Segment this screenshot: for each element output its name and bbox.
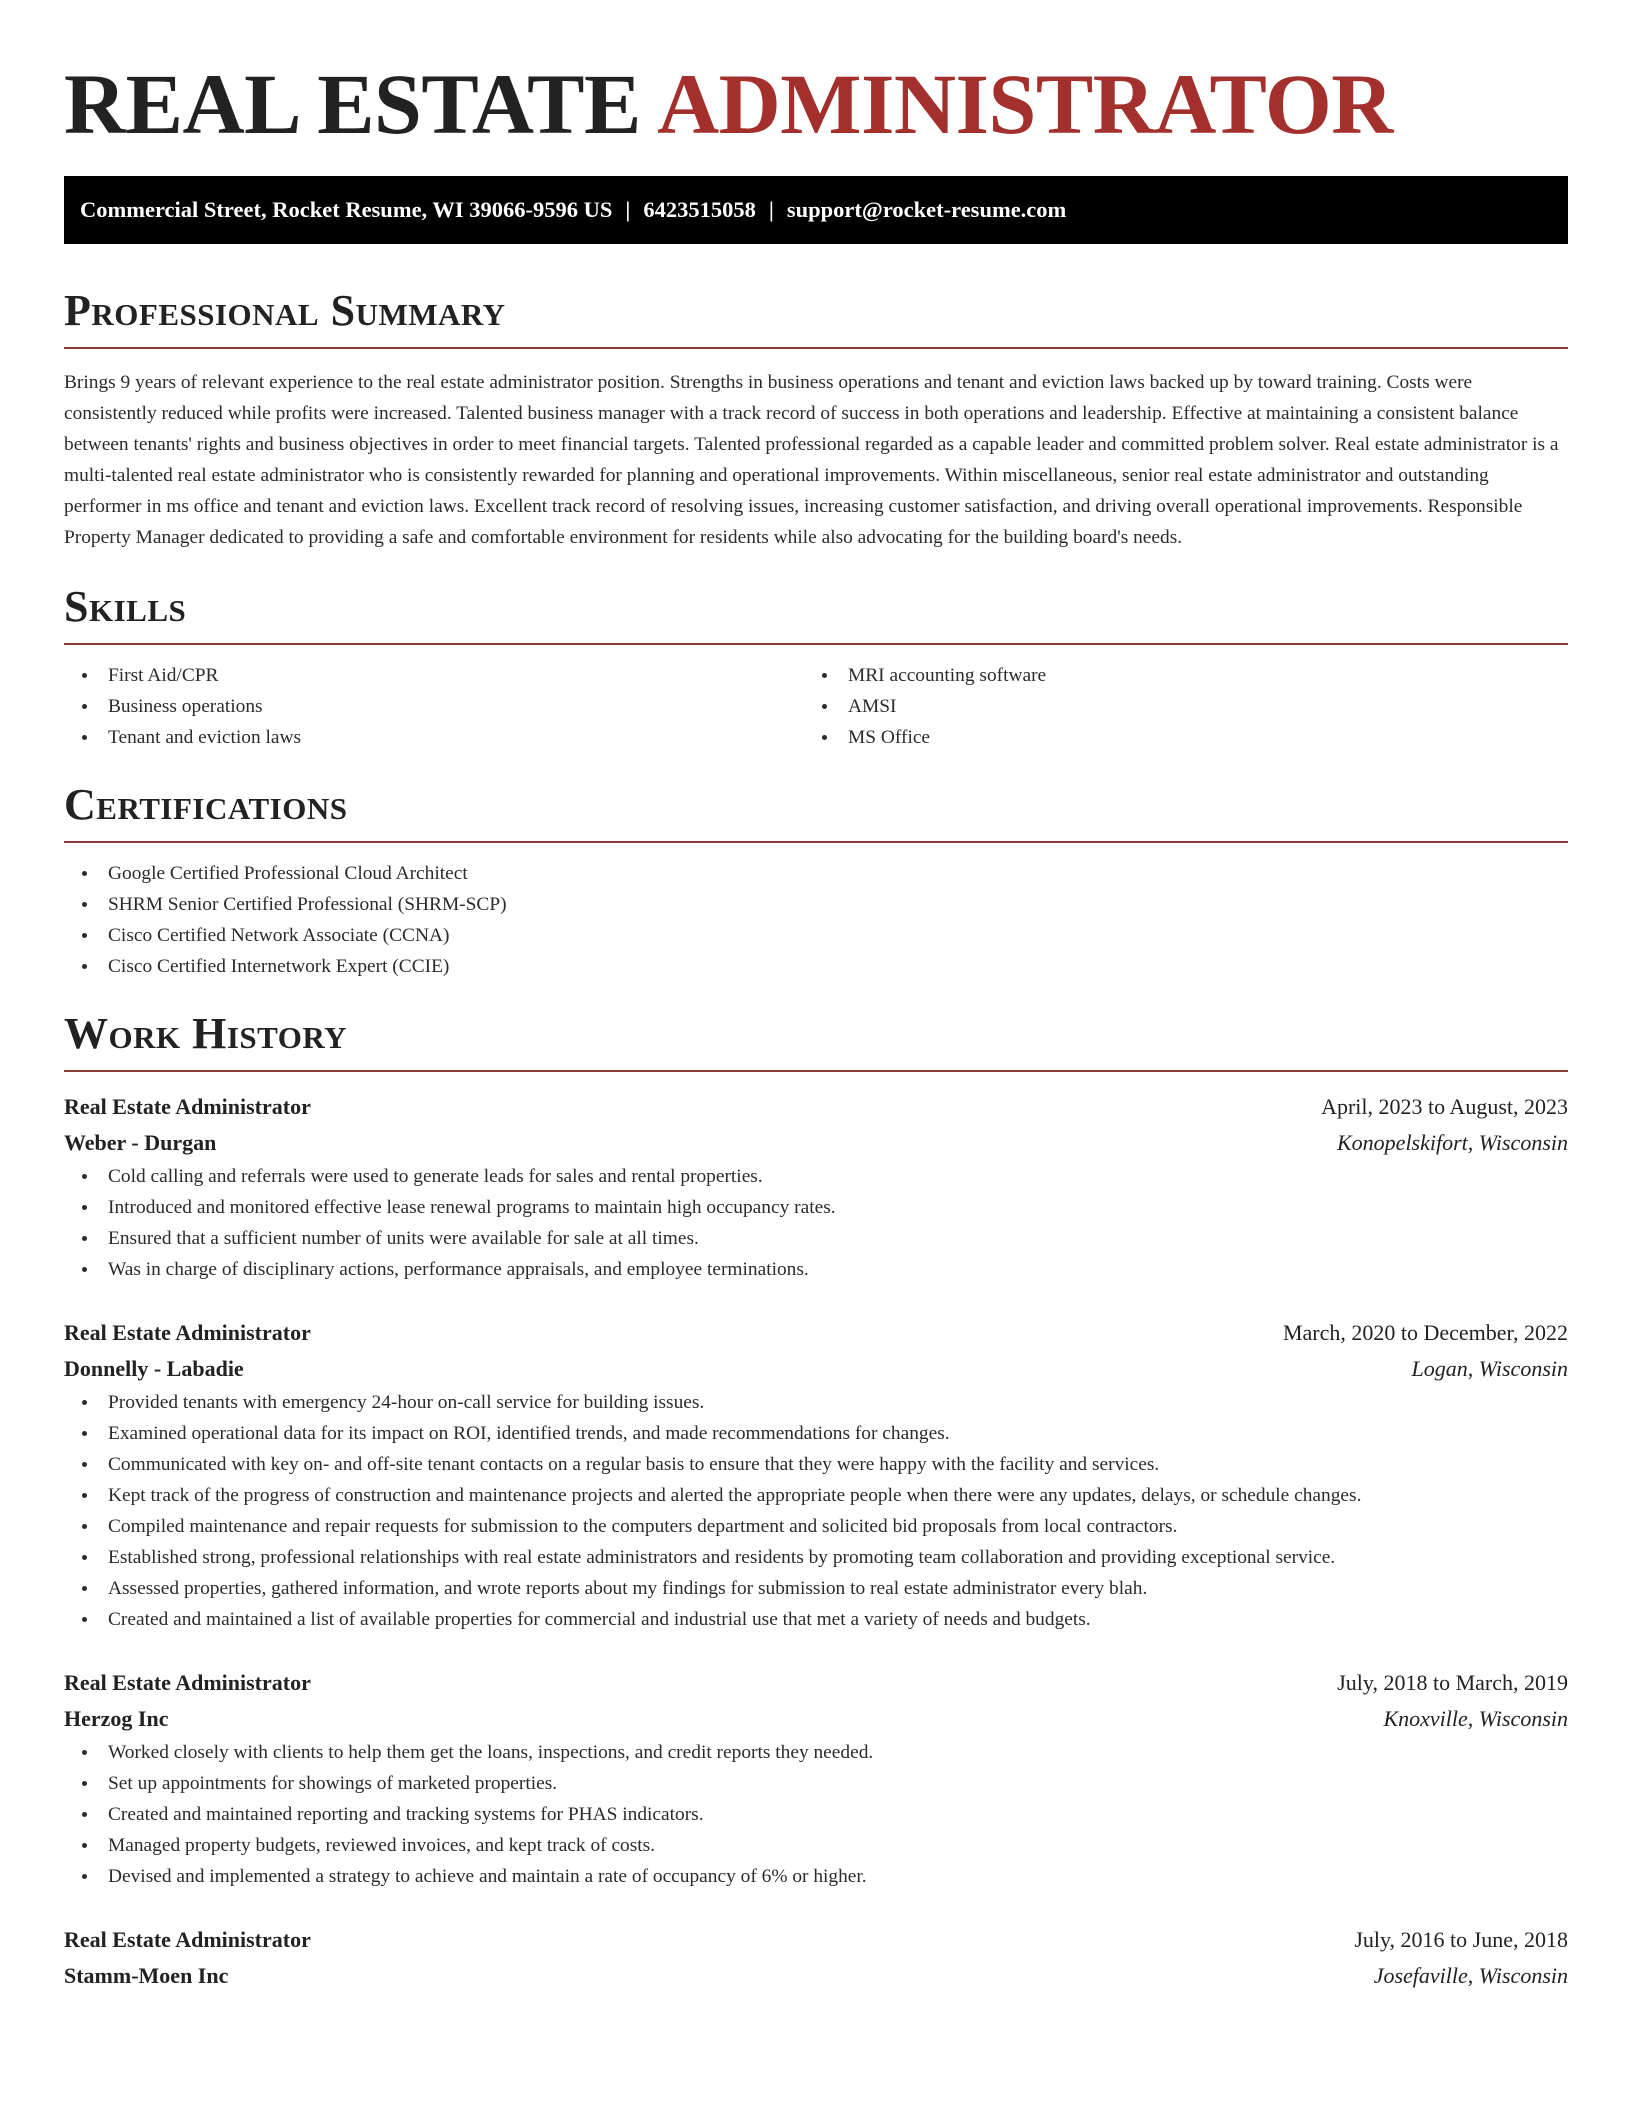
skill-item: MS Office xyxy=(804,722,1544,753)
name-last-part: ADMINISTRATOR xyxy=(657,56,1393,152)
job-title: Real Estate Administrator xyxy=(64,1094,311,1119)
job-bullet: Created and maintained reporting and tracking systems for PHAS indicators. xyxy=(64,1799,1568,1830)
job-company-row xyxy=(64,1125,1568,1161)
contact-bar xyxy=(64,176,1568,244)
skill-item: Tenant and eviction laws xyxy=(64,722,804,753)
job-title: Real Estate Administrator xyxy=(64,1320,311,1345)
resume-page xyxy=(64,0,1568,1994)
certification-item: SHRM Senior Certified Professional (SHRM-SCP) xyxy=(64,889,1568,920)
certification-item: Cisco Certified Network Associate (CCNA) xyxy=(64,920,1568,951)
skills-list-right xyxy=(804,660,1544,753)
contact-phone: 6423515058 xyxy=(643,197,756,222)
job-bullet: Provided tenants with emergency 24-hour on-call service for building issues. xyxy=(64,1387,1568,1418)
job-bullet: Ensured that a sufficient number of units were available for sale at all times. xyxy=(64,1223,1568,1254)
job-bullet: Cold calling and referrals were used to generate leads for sales and rental properties. xyxy=(64,1161,1568,1192)
skills-list-left xyxy=(64,660,804,753)
job-title-row xyxy=(64,1922,1568,1958)
job-dates: July, 2018 to March, 2019 xyxy=(1337,1670,1568,1695)
section-divider xyxy=(64,643,1568,645)
job-entry xyxy=(64,1089,1568,1285)
skills-grid xyxy=(64,660,1568,753)
summary-section xyxy=(64,286,1568,553)
contact-email: support@rocket-resume.com xyxy=(786,197,1067,222)
certification-item: Google Certified Professional Cloud Architect xyxy=(64,858,1568,889)
contact-separator: | xyxy=(625,197,631,222)
job-title: Real Estate Administrator xyxy=(64,1670,311,1695)
name-first-part: REAL ESTATE xyxy=(64,56,641,152)
job-bullet-list xyxy=(64,1161,1568,1285)
job-bullet: Assessed properties, gathered information, and wrote reports about my findings for submission to real estate administrator every blah. xyxy=(64,1573,1568,1604)
section-divider xyxy=(64,841,1568,843)
certifications-list xyxy=(64,858,1568,982)
job-dates: July, 2016 to June, 2018 xyxy=(1354,1927,1568,1952)
job-bullet: Created and maintained a list of available properties for commercial and industrial use that met a variety of needs and budgets. xyxy=(64,1604,1568,1635)
job-bullet: Kept track of the progress of construction and maintenance projects and alerted the appropriate people when there were any updates, delays, or schedule changes. xyxy=(64,1480,1568,1511)
job-location: Konopelskifort, Wisconsin xyxy=(1337,1130,1568,1155)
skill-item: First Aid/CPR xyxy=(64,660,804,691)
section-title-work-history: Work History xyxy=(64,1009,348,1058)
job-company: Weber - Durgan xyxy=(64,1130,217,1155)
job-bullet: Compiled maintenance and repair requests for submission to the computers department and solicited bid proposals from local contractors. xyxy=(64,1511,1568,1542)
job-bullet: Worked closely with clients to help them get the loans, inspections, and credit reports they needed. xyxy=(64,1737,1568,1768)
job-company-row xyxy=(64,1351,1568,1387)
job-title: Real Estate Administrator xyxy=(64,1927,311,1952)
section-title-summary: Professional Summary xyxy=(64,286,506,335)
section-divider xyxy=(64,347,1568,349)
section-title-skills: Skills xyxy=(64,582,187,631)
job-bullet: Established strong, professional relationships with real estate administrators and residents by promoting team collaboration and providing exceptional service. xyxy=(64,1542,1568,1573)
job-company-row xyxy=(64,1701,1568,1737)
job-bullet: Introduced and monitored effective lease renewal programs to maintain high occupancy rates. xyxy=(64,1192,1568,1223)
job-company: Stamm-Moen Inc xyxy=(64,1963,229,1988)
job-bullet: Communicated with key on- and off-site tenant contacts on a regular basis to ensure that they were happy with the facility and services. xyxy=(64,1449,1568,1480)
skill-item: AMSI xyxy=(804,691,1544,722)
job-title-row xyxy=(64,1665,1568,1701)
summary-text: Brings 9 years of relevant experience to the real estate administrator position. Strengths in business operations and tenant and eviction laws backed up by toward training. Costs were consistently reduced while profits were increased. Talented business manager with a track record of success in both operations and leadership. Effective at maintaining a consistent balance between tenants' rights and business objectives in order to meet financial targets. Talented professional regarded as a capable leader and committed problem solver. Real estate administrator is a multi-talented real estate administrator who is consistently rewarded for planning and operational improvements. Within miscellaneous, senior real estate administrator and outstanding performer in ms office and tenant and eviction laws. Excellent track record of resolving issues, increasing customer satisfaction, and driving overall operational improvements. Responsible Property Manager dedicated to providing a safe and comfortable environment for residents while also advocating for the building board's needs. xyxy=(64,372,1559,548)
job-title-row xyxy=(64,1315,1568,1351)
skill-item: Business operations xyxy=(64,691,804,722)
contact-address: Commercial Street, Rocket Resume, WI 39066-9596 US xyxy=(80,197,613,222)
job-location: Knoxville, Wisconsin xyxy=(1383,1706,1568,1731)
certification-item: Cisco Certified Internetwork Expert (CCIE) xyxy=(64,951,1568,982)
job-bullet: Managed property budgets, reviewed invoices, and kept track of costs. xyxy=(64,1830,1568,1861)
job-entry xyxy=(64,1665,1568,1892)
job-location: Josefaville, Wisconsin xyxy=(1373,1963,1568,1988)
job-location: Logan, Wisconsin xyxy=(1411,1356,1568,1381)
job-title-row xyxy=(64,1089,1568,1125)
skills-section xyxy=(64,582,1568,753)
job-entry xyxy=(64,1315,1568,1635)
skill-item: MRI accounting software xyxy=(804,660,1544,691)
job-dates: April, 2023 to August, 2023 xyxy=(1321,1094,1568,1119)
section-divider xyxy=(64,1070,1568,1072)
job-bullet-list xyxy=(64,1737,1568,1892)
work-history-section xyxy=(64,1009,1568,1994)
resume-name-heading xyxy=(64,0,1568,152)
job-company: Herzog Inc xyxy=(64,1706,169,1731)
section-title-certifications: Certifications xyxy=(64,780,348,829)
job-bullet-list xyxy=(64,1387,1568,1635)
job-company-row xyxy=(64,1958,1568,1994)
job-bullet: Set up appointments for showings of marketed properties. xyxy=(64,1768,1568,1799)
contact-separator: | xyxy=(768,197,774,222)
job-bullet: Was in charge of disciplinary actions, performance appraisals, and employee terminations. xyxy=(64,1254,1568,1285)
job-company: Donnelly - Labadie xyxy=(64,1356,244,1381)
job-entry xyxy=(64,1922,1568,1994)
certifications-section xyxy=(64,780,1568,982)
job-dates: March, 2020 to December, 2022 xyxy=(1282,1320,1568,1345)
job-bullet: Examined operational data for its impact on ROI, identified trends, and made recommendations for changes. xyxy=(64,1418,1568,1449)
job-bullet: Devised and implemented a strategy to achieve and maintain a rate of occupancy of 6% or higher. xyxy=(64,1861,1568,1892)
